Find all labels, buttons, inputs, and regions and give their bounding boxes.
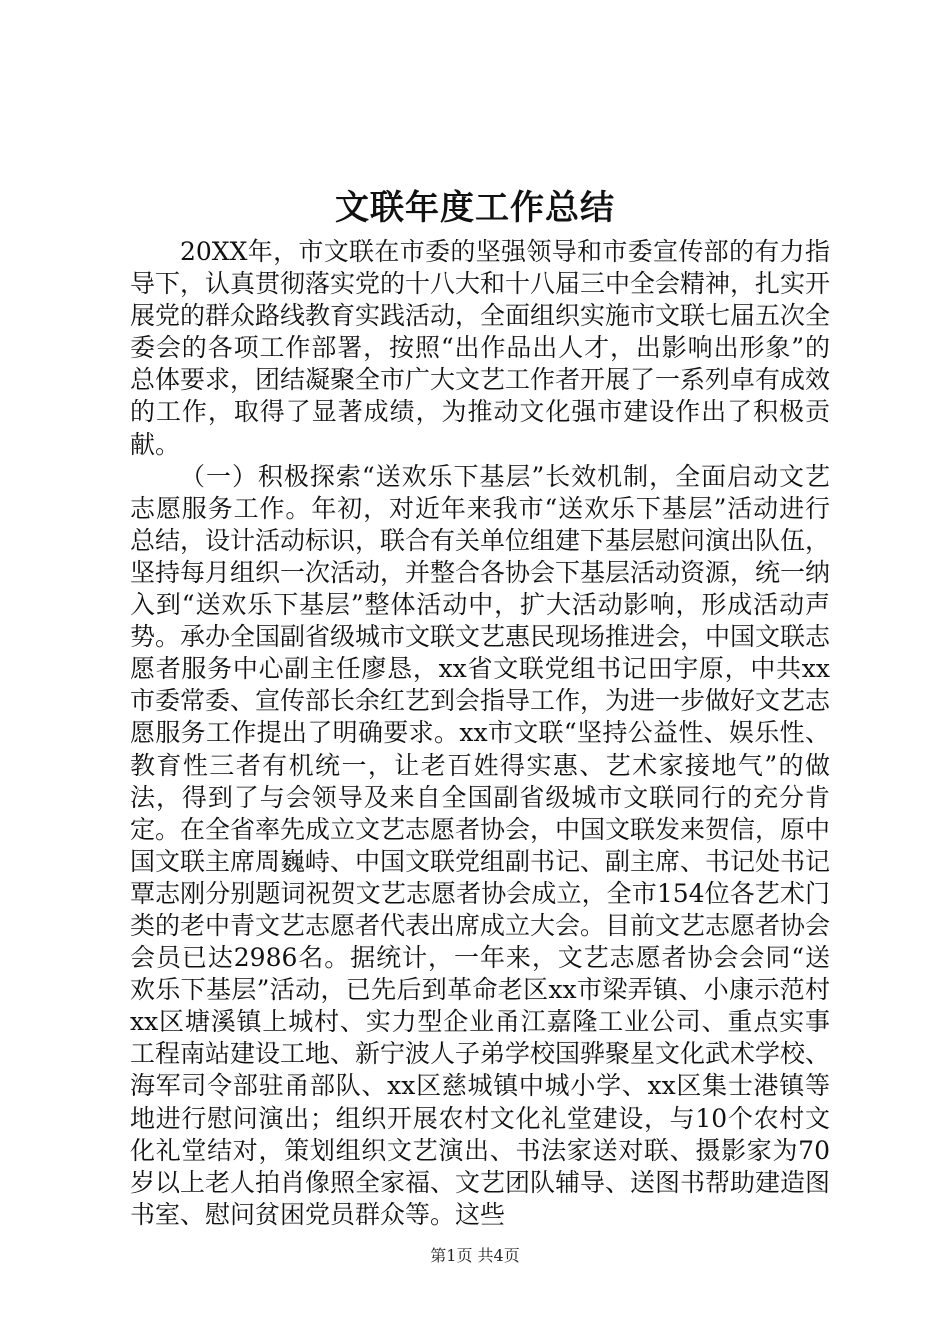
paragraph-section-1: （一）积极探索“送欢乐下基层”长效机制，全面启动文艺志愿服务工作。年初，对近年来我市“送欢乐下基层”活动进行总结，设计活动标识，联合有关单位组建下基层慰问演出队伍，坚持每月组织一次活动，并整合各协会下基层活动资源，统一纳入到“送欢乐下基层”整体活动中，扩大活动影响，形成活动声势。承办全国副省级城市文联文艺惠民现场推进会，中国文联志愿者服务中心副主任廖恳，xx省文联党组书记田宇原，中共xx市委常委、宣传部长余红艺到会指导工作，为进一步做好文艺志愿服务工作提出了明确要求。xx市文联“坚持公益性、娱乐性、教育性三者有机统一，让老百姓得实惠、艺术家接地气”的做法，得到了与会领导及来自全国副省级城市文联同行的充分肯定。在全省率先成立文艺志愿者协会，中国文联发来贺信，原中国文联主席周巍峙、中国文联党组副书记、副主席、书记处书记覃志刚分别题词祝贺文艺志愿者协会成立，全市154位各艺术门类的老中青文艺志愿者代表出席成立大会。目前文艺志愿者协会会员已达2986名。据统计，一年来，文艺志愿者协会会同“送欢乐下基层”活动，已先后到革命老区xx市梁弄镇、小康示范村xx区塘溪镇上城村、实力型企业甬江嘉隆工业公司、重点实事工程南站建设工地、新宁波人子弟学校国骅聚星文化武术学校、海军司令部驻甬部队、xx区慈城镇中城小学、xx区集士港镇等地进行慰问演出；组织开展农村文化礼堂建设，与10个农村文化礼堂结对，策划组织文艺演出、书法家送对联、摄影家为70岁以上老人拍肖像照全家福、文艺团队辅导、送图书帮助建造图书室、慰问贫困党员群众等。这些 (130, 461, 831, 1229)
document-body (130, 236, 830, 1231)
document-title: 文联年度工作总结 (335, 188, 615, 228)
paragraph-intro: 20XX年，市文联在市委的坚强领导和市委宣传部的有力指导下，认真贯彻落实党的十八大和十八届三中全会精神，扎实开展党的群众路线教育实践活动，全面组织实施市文联七届五次全委会的各项工作部署，按照“出作品出人才，出影响出形象”的总体要求，团结凝聚全市广大文艺工作者开展了一系列卓有成效的工作，取得了显著成绩，为推动文化强市建设作出了积极贡献。 (130, 237, 831, 459)
page-number-footer: 第1页 共4页 (430, 1246, 520, 1265)
